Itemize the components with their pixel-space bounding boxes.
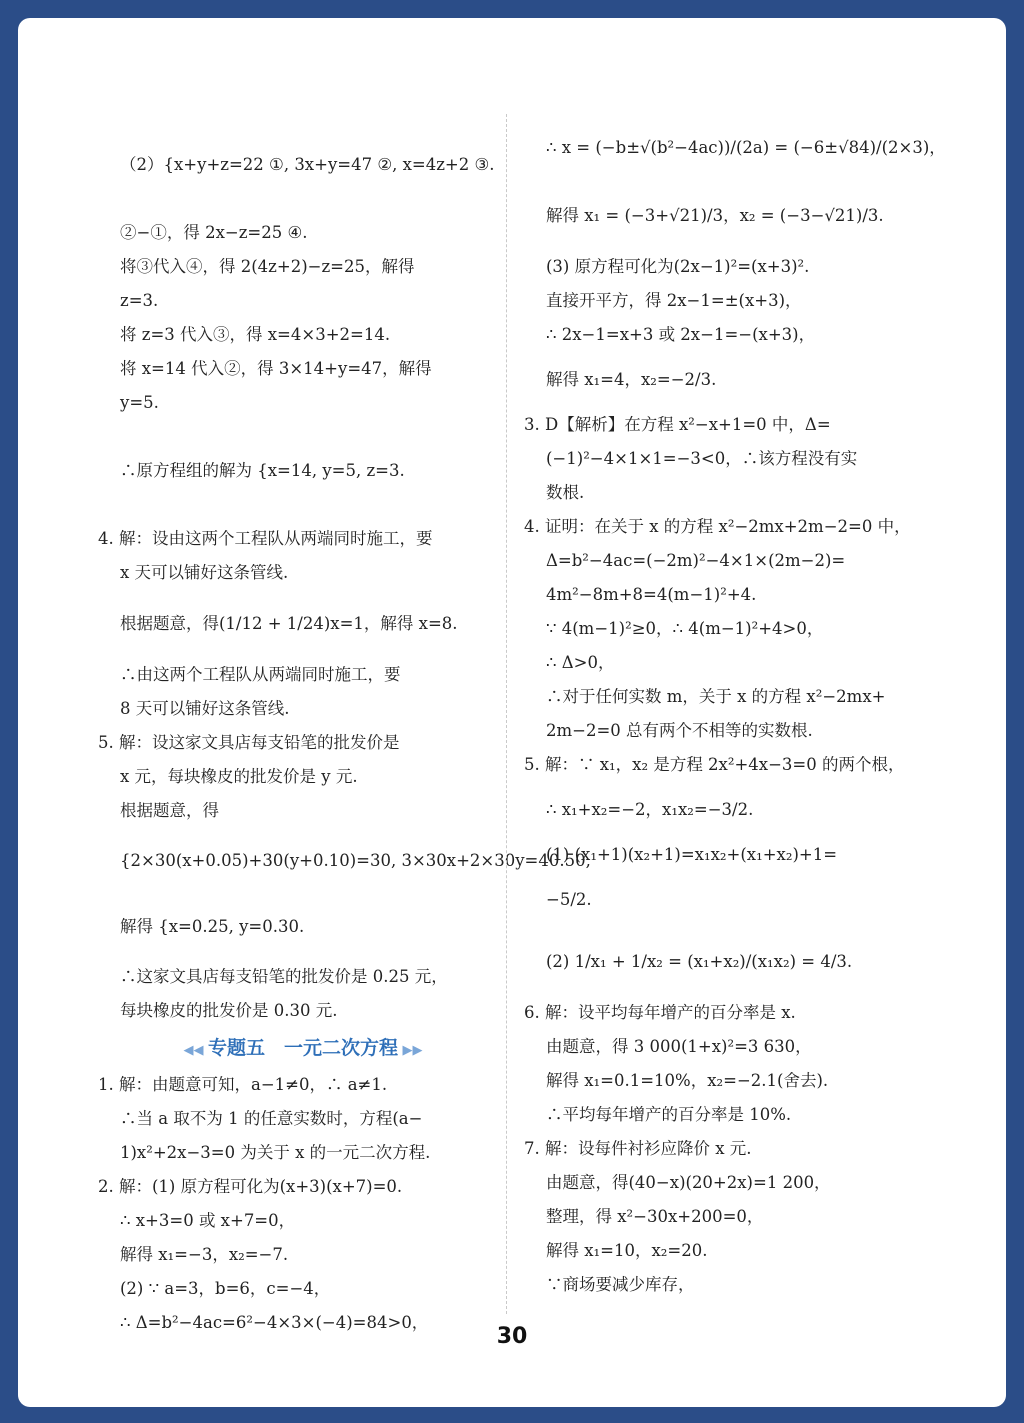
solution-line: 8 天可以铺好这条管线. [120, 699, 290, 718]
solution-line: 整理，得 x²−30x+200=0， [546, 1207, 764, 1226]
solution-line: 4m²−8m+8=4(m−1)²+4. [546, 585, 757, 604]
problem-heading: 2. 解：(1) 原方程可化为(x+3)(x+7)=0. [98, 1177, 403, 1196]
solution-line: (1) (x₁+1)(x₂+1)=x₁x₂+(x₁+x₂)+1= [546, 845, 838, 864]
solution-line: (2) ∵ a=3，b=6，c=−4， [120, 1279, 331, 1298]
solution-line: ∴当 a 取不为 1 的任意实数时，方程(a− [120, 1109, 423, 1128]
solution-line: ∴ x₁+x₂=−2，x₁x₂=−3/2. [546, 800, 754, 819]
solution-line: y=5. [120, 393, 159, 412]
problem-heading: 1. 解：由题意可知，a−1≠0，∴ a≠1. [98, 1075, 388, 1094]
solution-line: ∴这家文具店每支铅笔的批发价是 0.25 元， [120, 967, 448, 986]
solution-line: x 天可以铺好这条管线. [120, 563, 289, 582]
solution-line: 由题意，得(40−x)(20+2x)=1 200， [546, 1173, 831, 1192]
solution-line: ∴原方程组的解为 {x=14, y=5, z=3. [120, 461, 405, 480]
solution-line: ∴平均每年增产的百分率是 10%. [546, 1105, 792, 1124]
solution-line: 解得 x₁=4，x₂=−2/3. [546, 370, 717, 389]
problem-heading: 6. 解：设平均每年增产的百分率是 x. [524, 1003, 796, 1022]
solution-line: (3) 原方程可化为(2x−1)²=(x+3)². [546, 257, 810, 276]
solution-line: 将③代入④，得 2(4z+2)−z=25，解得 [120, 257, 415, 276]
solution-line: 数根. [546, 483, 585, 502]
solution-line: 解得 x₁=0.1=10%，x₂=−2.1(舍去). [546, 1071, 829, 1090]
right-column [524, 114, 946, 1302]
problem-heading: 5. 解：∵ x₁，x₂ 是方程 2x²+4x−3=0 的两个根， [524, 755, 905, 774]
solution-line: （2）{x+y+z=22 ①, 3x+y=47 ②, x=4z+2 ③. [120, 155, 495, 174]
solution-line: 由题意，得 3 000(1+x)²=3 630， [546, 1037, 812, 1056]
solution-line: 解得 x₁ = (−3+√21)/3，x₂ = (−3−√21)/3. [546, 206, 884, 225]
solution-line: ∴由这两个工程队从两端同时施工，要 [120, 665, 401, 684]
solution-line: ②−①，得 2x−z=25 ④. [120, 223, 308, 242]
solution-line: Δ=b²−4ac=(−2m)²−4×1×(2m−2)= [546, 551, 846, 570]
solution-line: ∵ 4(m−1)²≥0，∴ 4(m−1)²+4>0， [546, 619, 824, 638]
solution-line: 1)x²+2x−3=0 为关于 x 的一元二次方程. [120, 1143, 431, 1162]
solution-line: 解得 x₁=10，x₂=20. [546, 1241, 708, 1260]
solution-line: (2) 1/x₁ + 1/x₂ = (x₁+x₂)/(x₁x₂) = 4/3. [546, 952, 853, 971]
solution-line: ∵商场要减少库存， [546, 1275, 695, 1294]
solution-line: ∴ x+3=0 或 x+7=0， [120, 1211, 296, 1230]
solution-line: 解得 {x=0.25, y=0.30. [120, 917, 305, 936]
problem-heading: 7. 解：设每件衬衫应降价 x 元. [524, 1139, 752, 1158]
solution-line: ∴ Δ>0， [546, 653, 615, 672]
problem-heading: 3. D【解析】在方程 x²−x+1=0 中，Δ= [524, 415, 831, 434]
solution-line: 直接开平方，得 2x−1=±(x+3)， [546, 291, 802, 310]
solution-line: {2×30(x+0.05)+30(y+0.10)=30, 3×30x+2×30y=40.50, [120, 851, 591, 870]
problem-heading: 5. 解：设这家文具店每支铅笔的批发价是 [98, 733, 400, 752]
solution-line: ∴ Δ=b²−4ac=6²−4×3×(−4)=84>0， [120, 1313, 429, 1332]
solution-line: −5/2. [546, 890, 592, 909]
solution-line: x 元，每块橡皮的批发价是 y 元. [120, 767, 358, 786]
section-title [98, 1028, 508, 1068]
solution-line: ∴对于任何实数 m，关于 x 的方程 x²−2mx+ [546, 687, 886, 706]
problem-heading: 4. 解：设由这两个工程队从两端同时施工，要 [98, 529, 433, 548]
solution-line: (−1)²−4×1×1=−3<0，∴该方程没有实 [546, 449, 858, 468]
section-title-text: 专题五 一元二次方程 [207, 1037, 398, 1059]
solution-line: ∴ x = (−b±√(b²−4ac))/(2a) = (−6±√84)/(2×3)， [546, 138, 946, 157]
solution-line: 将 x=14 代入②，得 3×14+y=47，解得 [120, 359, 432, 378]
solution-line: ∴ 2x−1=x+3 或 2x−1=−(x+3)， [546, 325, 816, 344]
solution-line: 将 z=3 代入③，得 x=4×3+2=14. [120, 325, 391, 344]
left-arrow-icon: ◀◀ [183, 1043, 208, 1058]
document-page [18, 18, 1006, 1407]
column-divider [506, 114, 507, 1314]
solution-line: 2m−2=0 总有两个不相等的实数根. [546, 721, 813, 740]
solution-line: 每块橡皮的批发价是 0.30 元. [120, 1001, 338, 1020]
right-arrow-icon: ▶▶ [398, 1043, 423, 1058]
page-number: 30 [496, 1324, 528, 1349]
problem-heading: 4. 证明：在关于 x 的方程 x²−2mx+2m−2=0 中， [524, 517, 911, 536]
solution-line: 根据题意，得 [120, 801, 219, 820]
solution-line: 根据题意，得(1/12 + 1/24)x=1，解得 x=8. [120, 614, 458, 633]
solution-line: 解得 x₁=−3，x₂=−7. [120, 1245, 289, 1264]
solution-line: z=3. [120, 291, 159, 310]
